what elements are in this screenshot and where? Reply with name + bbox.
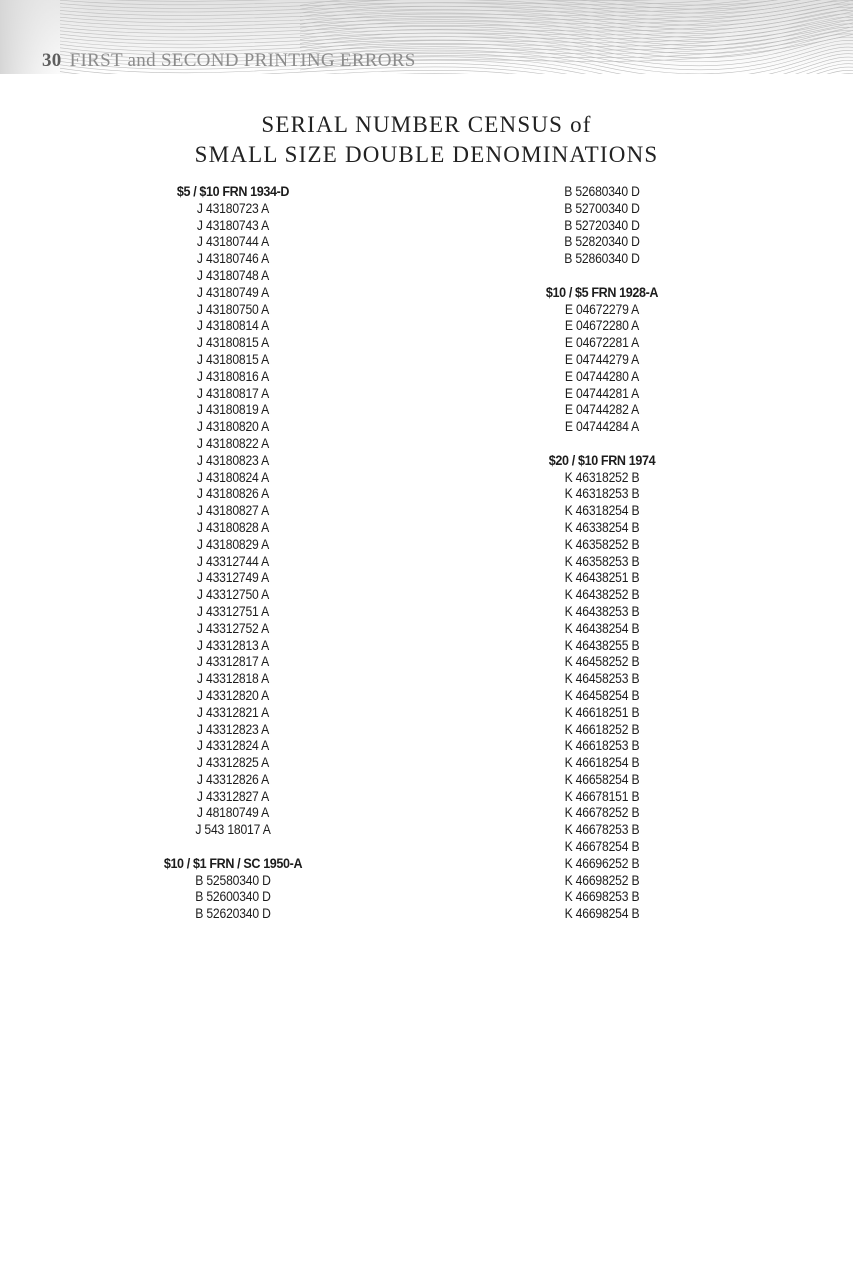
serial-number: K 46358252 B	[564, 536, 640, 552]
serial-number: J 543 18017 A	[195, 822, 271, 838]
serial-number: J 43312826 A	[196, 771, 270, 787]
serial-number: J 43180815 A	[196, 351, 270, 367]
serial-number: J 43180749 A	[196, 284, 270, 300]
page-number: 30	[42, 50, 62, 71]
section-heading: $10 / $1 FRN / SC 1950-A	[163, 855, 303, 871]
serial-number: K 46358253 B	[564, 553, 640, 569]
serial-number: K 46698253 B	[564, 889, 640, 905]
serial-number: J 43312824 A	[196, 738, 270, 754]
serial-number: E 04672280 A	[564, 318, 640, 334]
census-section	[83, 184, 383, 839]
serial-number: J 43312749 A	[196, 570, 270, 586]
serial-number: J 43180750 A	[196, 301, 270, 317]
serial-number: K 46318253 B	[564, 486, 640, 502]
serial-number: J 43312813 A	[196, 637, 270, 653]
serial-number: J 43180827 A	[196, 503, 270, 519]
serial-number: J 43180824 A	[196, 469, 270, 485]
serial-number: J 43312744 A	[196, 553, 270, 569]
serial-number: J 43180823 A	[196, 452, 270, 468]
section-heading: $20 / $10 FRN 1974	[548, 452, 656, 468]
serial-number: E 04744280 A	[564, 368, 640, 384]
serial-number: J 43312823 A	[196, 721, 270, 737]
serial-number: J 43312821 A	[196, 704, 270, 720]
serial-number: J 43180826 A	[196, 486, 270, 502]
census-column-right	[452, 184, 752, 923]
serial-number: K 46678252 B	[564, 805, 640, 821]
serial-number: K 46678254 B	[564, 839, 640, 855]
serial-number: K 46318254 B	[564, 503, 640, 519]
serial-number: J 43180819 A	[196, 402, 270, 418]
serial-number: J 43312751 A	[196, 603, 270, 619]
serial-number: K 46658254 B	[564, 771, 640, 787]
serial-number: B 52600340 D	[195, 889, 271, 905]
page-title	[0, 110, 853, 170]
serial-number: J 43180746 A	[196, 251, 270, 267]
serial-number: J 43180820 A	[196, 419, 270, 435]
serial-number: B 52620340 D	[195, 906, 271, 922]
serial-number: K 46696252 B	[564, 855, 640, 871]
serial-number: J 43312820 A	[196, 687, 270, 703]
serial-number: J 43312825 A	[196, 755, 270, 771]
serial-number: J 43180816 A	[196, 368, 270, 384]
serial-number: K 46318252 B	[564, 469, 640, 485]
serial-number: E 04744284 A	[564, 419, 640, 435]
serial-number: K 46438255 B	[564, 637, 640, 653]
serial-number: B 52860340 D	[564, 251, 640, 267]
serial-number: K 46678151 B	[564, 788, 640, 804]
serial-number: J 43180743 A	[196, 217, 270, 233]
serial-number: K 46438253 B	[564, 603, 640, 619]
serial-number: E 04744282 A	[564, 402, 640, 418]
census-section	[452, 285, 752, 436]
serial-number: K 46458254 B	[564, 687, 640, 703]
serial-number: J 43180814 A	[196, 318, 270, 334]
serial-number: K 46618251 B	[564, 704, 640, 720]
serial-number: J 43312827 A	[196, 788, 270, 804]
serial-number: J 43312817 A	[196, 654, 270, 670]
serial-number: J 43180723 A	[196, 200, 270, 216]
serial-number: B 52720340 D	[564, 217, 640, 233]
serial-number: K 46338254 B	[564, 519, 640, 535]
serial-number: J 43180744 A	[196, 234, 270, 250]
serial-number: J 43180828 A	[196, 519, 270, 535]
census-column-left	[83, 184, 383, 923]
title-line-2: SMALL SIZE DOUBLE DENOMINATIONS	[194, 142, 659, 167]
serial-number: E 04744279 A	[564, 351, 640, 367]
running-header	[42, 50, 416, 72]
serial-number: J 43180829 A	[196, 536, 270, 552]
census-section	[452, 184, 752, 268]
serial-number: K 46438251 B	[564, 570, 640, 586]
serial-number: J 43180822 A	[196, 435, 270, 451]
serial-number: K 46698254 B	[564, 906, 640, 922]
section-heading: $5 / $10 FRN 1934-D	[176, 184, 290, 199]
serial-number: J 48180749 A	[196, 805, 270, 821]
serial-number: K 46618254 B	[564, 755, 640, 771]
serial-number: K 46618252 B	[564, 721, 640, 737]
serial-number: J 43312750 A	[196, 587, 270, 603]
serial-number: K 46698252 B	[564, 872, 640, 888]
serial-number: E 04672281 A	[564, 335, 640, 351]
serial-number: B 52700340 D	[564, 200, 640, 216]
serial-number: E 04672279 A	[564, 301, 640, 317]
census-section	[452, 453, 752, 923]
serial-number: E 04744281 A	[564, 385, 640, 401]
serial-number: J 43312818 A	[196, 671, 270, 687]
section-heading: $10 / $5 FRN 1928-A	[545, 284, 659, 300]
serial-number: J 43180817 A	[196, 385, 270, 401]
serial-number: K 46618253 B	[564, 738, 640, 754]
serial-number: K 46438252 B	[564, 587, 640, 603]
serial-number: B 52580340 D	[195, 872, 271, 888]
serial-number: J 43180815 A	[196, 335, 270, 351]
serial-number: J 43180748 A	[196, 267, 270, 283]
serial-number: K 46458252 B	[564, 654, 640, 670]
running-title: FIRST and SECOND PRINTING ERRORS	[69, 50, 416, 71]
census-section	[83, 856, 383, 923]
serial-number: K 46678253 B	[564, 822, 640, 838]
serial-number: K 46458253 B	[564, 671, 640, 687]
serial-number: B 52820340 D	[564, 234, 640, 250]
title-line-1: SERIAL NUMBER CENSUS of	[261, 112, 592, 137]
serial-number: K 46438254 B	[564, 620, 640, 636]
serial-number: B 52680340 D	[564, 184, 640, 199]
serial-number: J 43312752 A	[196, 620, 270, 636]
